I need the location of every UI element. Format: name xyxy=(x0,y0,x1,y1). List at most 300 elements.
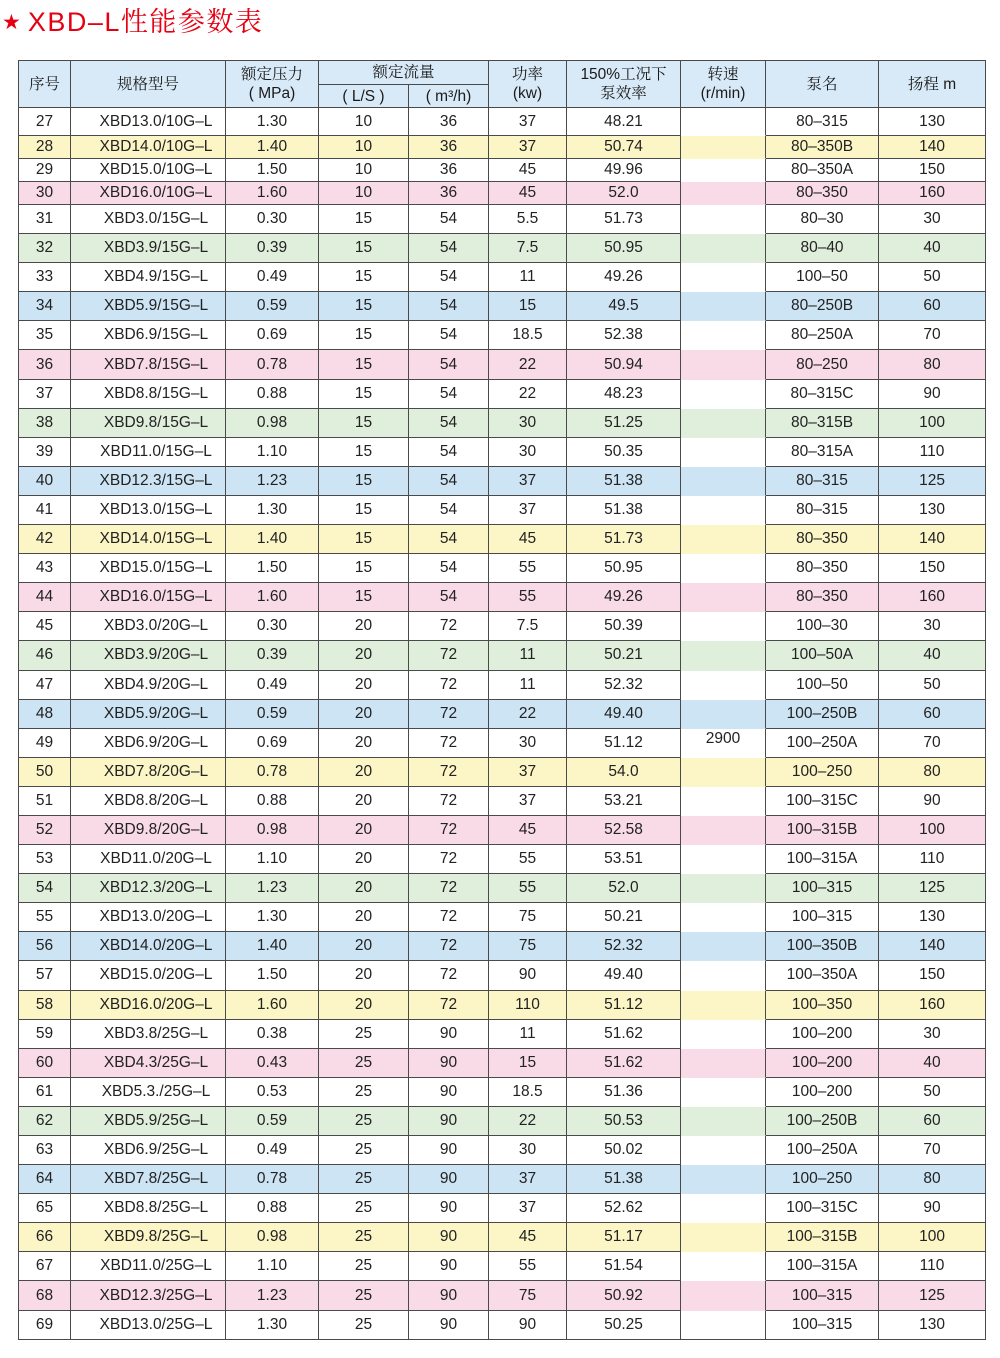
efficiency-cell: 51.12 xyxy=(567,729,681,758)
model-cell: XBD14.0/20G–L xyxy=(71,932,226,961)
pump-name-cell: 80–315B xyxy=(766,409,879,438)
power-cell: 18.5 xyxy=(489,321,567,350)
efficiency-cell: 49.26 xyxy=(567,263,681,292)
speed-cell xyxy=(681,874,766,903)
head-cell: 90 xyxy=(879,787,986,816)
flow-ls-cell: 15 xyxy=(319,263,409,292)
speed-cell xyxy=(681,1107,766,1136)
head-cell: 70 xyxy=(879,729,986,758)
speed-cell xyxy=(681,234,766,263)
efficiency-cell: 51.54 xyxy=(567,1252,681,1281)
pressure-cell: 0.59 xyxy=(226,700,319,729)
head-cell: 30 xyxy=(879,612,986,641)
power-cell: 90 xyxy=(489,961,567,990)
efficiency-cell: 53.21 xyxy=(567,787,681,816)
pressure-cell: 1.10 xyxy=(226,845,319,874)
head-cell: 110 xyxy=(879,438,986,467)
row-number: 42 xyxy=(19,525,71,554)
head-cell: 140 xyxy=(879,932,986,961)
model-cell: XBD11.0/20G–L xyxy=(71,845,226,874)
power-cell: 37 xyxy=(489,496,567,525)
speed-cell xyxy=(681,136,766,159)
flow-m3h-cell: 54 xyxy=(409,438,489,467)
flow-m3h-cell: 36 xyxy=(409,182,489,205)
pressure-cell: 1.40 xyxy=(226,136,319,159)
model-cell: XBD5.3./25G–L xyxy=(71,1078,226,1107)
power-cell: 37 xyxy=(489,1194,567,1223)
pump-name-cell: 100–250B xyxy=(766,1107,879,1136)
speed-cell xyxy=(681,1223,766,1252)
speed-cell xyxy=(681,292,766,321)
pressure-cell: 0.43 xyxy=(226,1049,319,1078)
row-number: 59 xyxy=(19,1020,71,1049)
head-cell: 50 xyxy=(879,1078,986,1107)
efficiency-cell: 50.39 xyxy=(567,612,681,641)
model-cell: XBD4.9/15G–L xyxy=(71,263,226,292)
head-cell: 150 xyxy=(879,961,986,990)
efficiency-cell: 50.95 xyxy=(567,554,681,583)
flow-m3h-cell: 72 xyxy=(409,612,489,641)
model-cell: XBD15.0/20G–L xyxy=(71,961,226,990)
table-row xyxy=(19,467,986,496)
efficiency-cell: 52.62 xyxy=(567,1194,681,1223)
table-row xyxy=(19,700,986,729)
model-cell: XBD6.9/25G–L xyxy=(71,1136,226,1165)
row-number: 32 xyxy=(19,234,71,263)
speed-cell xyxy=(681,1136,766,1165)
row-number: 64 xyxy=(19,1165,71,1194)
table-row xyxy=(19,1020,986,1049)
row-number: 68 xyxy=(19,1281,71,1310)
speed-value: 2900 xyxy=(705,730,741,747)
pressure-cell: 0.78 xyxy=(226,758,319,787)
flow-ls-cell: 15 xyxy=(319,205,409,234)
pump-name-cell: 100–315C xyxy=(766,1194,879,1223)
pump-name-cell: 80–250 xyxy=(766,350,879,379)
pressure-cell: 0.98 xyxy=(226,1223,319,1252)
table-row xyxy=(19,234,986,263)
efficiency-cell: 51.38 xyxy=(567,496,681,525)
pump-name-cell: 100–50 xyxy=(766,263,879,292)
head-cell: 40 xyxy=(879,234,986,263)
model-cell: XBD6.9/20G–L xyxy=(71,729,226,758)
row-number: 36 xyxy=(19,350,71,379)
efficiency-cell: 51.17 xyxy=(567,1223,681,1252)
table-row xyxy=(19,1281,986,1310)
row-number: 49 xyxy=(19,729,71,758)
row-number: 41 xyxy=(19,496,71,525)
header-speed xyxy=(681,61,766,108)
head-cell: 60 xyxy=(879,292,986,321)
model-cell: XBD13.0/15G–L xyxy=(71,496,226,525)
head-cell: 100 xyxy=(879,409,986,438)
flow-m3h-cell: 72 xyxy=(409,845,489,874)
table-row xyxy=(19,205,986,234)
table-row xyxy=(19,961,986,990)
head-cell: 125 xyxy=(879,467,986,496)
power-cell: 37 xyxy=(489,136,567,159)
header-model: 规格型号 xyxy=(71,61,226,108)
head-cell: 30 xyxy=(879,1020,986,1049)
table-row xyxy=(19,496,986,525)
row-number: 66 xyxy=(19,1223,71,1252)
speed-cell xyxy=(681,816,766,845)
flow-m3h-cell: 90 xyxy=(409,1165,489,1194)
speed-cell xyxy=(681,758,766,787)
power-cell: 90 xyxy=(489,1311,567,1340)
model-cell: XBD5.9/25G–L xyxy=(71,1107,226,1136)
speed-cell xyxy=(681,159,766,182)
page-title-bar xyxy=(2,4,263,40)
row-number: 29 xyxy=(19,159,71,182)
efficiency-cell: 49.5 xyxy=(567,292,681,321)
flow-ls-cell: 25 xyxy=(319,1281,409,1310)
flow-m3h-cell: 54 xyxy=(409,409,489,438)
table-row xyxy=(19,932,986,961)
pressure-cell: 0.88 xyxy=(226,1194,319,1223)
power-cell: 18.5 xyxy=(489,1078,567,1107)
head-cell: 100 xyxy=(879,816,986,845)
row-number: 56 xyxy=(19,932,71,961)
speed-cell xyxy=(681,612,766,641)
efficiency-cell: 50.25 xyxy=(567,1311,681,1340)
row-number: 33 xyxy=(19,263,71,292)
model-cell: XBD16.0/15G–L xyxy=(71,583,226,612)
efficiency-cell: 51.73 xyxy=(567,525,681,554)
table-row xyxy=(19,583,986,612)
pump-name-cell: 100–50 xyxy=(766,671,879,700)
table-row xyxy=(19,991,986,1020)
flow-m3h-cell: 72 xyxy=(409,671,489,700)
pump-name-cell: 80–350B xyxy=(766,136,879,159)
table-row xyxy=(19,1107,986,1136)
power-cell: 45 xyxy=(489,525,567,554)
pressure-cell: 1.30 xyxy=(226,108,319,136)
table-row xyxy=(19,787,986,816)
pressure-cell: 1.40 xyxy=(226,932,319,961)
table-row xyxy=(19,321,986,350)
power-cell: 5.5 xyxy=(489,205,567,234)
table-row xyxy=(19,1194,986,1223)
table-row xyxy=(19,1136,986,1165)
table-row xyxy=(19,1078,986,1107)
pump-name-cell: 100–315B xyxy=(766,816,879,845)
flow-ls-cell: 10 xyxy=(319,159,409,182)
flow-ls-cell: 25 xyxy=(319,1252,409,1281)
pressure-cell: 1.40 xyxy=(226,525,319,554)
pressure-cell: 0.30 xyxy=(226,612,319,641)
power-cell: 37 xyxy=(489,758,567,787)
head-cell: 150 xyxy=(879,159,986,182)
model-cell: XBD9.8/20G–L xyxy=(71,816,226,845)
pump-name-cell: 80–315A xyxy=(766,438,879,467)
model-cell: XBD12.3/25G–L xyxy=(71,1281,226,1310)
table-row xyxy=(19,438,986,467)
pump-name-cell: 80–350 xyxy=(766,583,879,612)
pressure-cell: 0.69 xyxy=(226,729,319,758)
pump-name-cell: 100–250A xyxy=(766,1136,879,1165)
flow-ls-cell: 20 xyxy=(319,729,409,758)
performance-table xyxy=(18,60,986,1340)
flow-m3h-cell: 54 xyxy=(409,234,489,263)
table-row xyxy=(19,903,986,932)
pump-name-cell: 100–315 xyxy=(766,903,879,932)
head-cell: 125 xyxy=(879,1281,986,1310)
table-row xyxy=(19,874,986,903)
pressure-cell: 1.30 xyxy=(226,496,319,525)
model-cell: XBD9.8/15G–L xyxy=(71,409,226,438)
pressure-cell: 1.23 xyxy=(226,467,319,496)
pressure-cell: 0.38 xyxy=(226,1020,319,1049)
pump-name-cell: 80–350A xyxy=(766,159,879,182)
flow-ls-cell: 25 xyxy=(319,1136,409,1165)
table-row xyxy=(19,1165,986,1194)
speed-cell xyxy=(681,700,766,729)
pressure-cell: 0.30 xyxy=(226,205,319,234)
efficiency-cell: 49.40 xyxy=(567,700,681,729)
table-row xyxy=(19,136,986,159)
pump-name-cell: 100–250 xyxy=(766,1165,879,1194)
header-efficiency-label: 150%工况下 xyxy=(580,66,667,83)
flow-ls-cell: 15 xyxy=(319,234,409,263)
row-number: 43 xyxy=(19,554,71,583)
table-row xyxy=(19,263,986,292)
pressure-cell: 1.50 xyxy=(226,961,319,990)
row-number: 46 xyxy=(19,641,71,670)
power-cell: 55 xyxy=(489,1252,567,1281)
efficiency-cell: 51.73 xyxy=(567,205,681,234)
pump-name-cell: 80–350 xyxy=(766,554,879,583)
flow-m3h-cell: 54 xyxy=(409,467,489,496)
flow-ls-cell: 10 xyxy=(319,136,409,159)
flow-ls-cell: 25 xyxy=(319,1165,409,1194)
model-cell: XBD14.0/15G–L xyxy=(71,525,226,554)
efficiency-cell: 50.74 xyxy=(567,136,681,159)
power-cell: 7.5 xyxy=(489,234,567,263)
flow-m3h-cell: 72 xyxy=(409,961,489,990)
power-cell: 75 xyxy=(489,1281,567,1310)
pressure-cell: 0.69 xyxy=(226,321,319,350)
power-cell: 55 xyxy=(489,874,567,903)
pressure-cell: 0.49 xyxy=(226,263,319,292)
flow-ls-cell: 15 xyxy=(319,292,409,321)
speed-cell xyxy=(681,845,766,874)
power-cell: 37 xyxy=(489,467,567,496)
flow-m3h-cell: 54 xyxy=(409,583,489,612)
speed-cell xyxy=(681,961,766,990)
flow-ls-cell: 25 xyxy=(319,1194,409,1223)
flow-ls-cell: 20 xyxy=(319,991,409,1020)
flow-ls-cell: 20 xyxy=(319,816,409,845)
flow-ls-cell: 10 xyxy=(319,108,409,136)
flow-m3h-cell: 54 xyxy=(409,321,489,350)
flow-ls-cell: 25 xyxy=(319,1078,409,1107)
star-icon: ★ xyxy=(2,10,21,34)
power-cell: 30 xyxy=(489,729,567,758)
model-cell: XBD8.8/20G–L xyxy=(71,787,226,816)
head-cell: 130 xyxy=(879,108,986,136)
speed-cell xyxy=(681,409,766,438)
speed-cell xyxy=(681,496,766,525)
power-cell: 22 xyxy=(489,380,567,409)
pressure-cell: 0.39 xyxy=(226,234,319,263)
power-cell: 45 xyxy=(489,159,567,182)
power-cell: 7.5 xyxy=(489,612,567,641)
pump-name-cell: 100–200 xyxy=(766,1020,879,1049)
performance-table-container xyxy=(18,60,986,1340)
table-row xyxy=(19,845,986,874)
flow-m3h-cell: 36 xyxy=(409,159,489,182)
pump-name-cell: 100–315 xyxy=(766,1281,879,1310)
efficiency-cell: 54.0 xyxy=(567,758,681,787)
header-flow-ls: ( L/S ) xyxy=(319,85,409,108)
flow-m3h-cell: 72 xyxy=(409,874,489,903)
model-cell: XBD8.8/25G–L xyxy=(71,1194,226,1223)
pump-name-cell: 100–315B xyxy=(766,1223,879,1252)
model-cell: XBD4.3/25G–L xyxy=(71,1049,226,1078)
model-cell: XBD3.8/25G–L xyxy=(71,1020,226,1049)
pump-name-cell: 80–315 xyxy=(766,108,879,136)
table-row xyxy=(19,292,986,321)
table-row xyxy=(19,1311,986,1340)
model-cell: XBD15.0/15G–L xyxy=(71,554,226,583)
efficiency-cell: 52.0 xyxy=(567,874,681,903)
speed-cell xyxy=(681,1311,766,1340)
efficiency-cell: 51.36 xyxy=(567,1078,681,1107)
speed-cell xyxy=(681,641,766,670)
flow-m3h-cell: 72 xyxy=(409,991,489,1020)
speed-cell xyxy=(681,263,766,292)
pump-name-cell: 100–350B xyxy=(766,932,879,961)
flow-ls-cell: 20 xyxy=(319,612,409,641)
pressure-cell: 1.50 xyxy=(226,159,319,182)
pump-name-cell: 100–30 xyxy=(766,612,879,641)
pump-name-cell: 100–250A xyxy=(766,729,879,758)
table-row xyxy=(19,350,986,379)
power-cell: 75 xyxy=(489,932,567,961)
flow-ls-cell: 20 xyxy=(319,845,409,874)
row-number: 44 xyxy=(19,583,71,612)
model-cell: XBD12.3/20G–L xyxy=(71,874,226,903)
table-row xyxy=(19,758,986,787)
speed-cell xyxy=(681,108,766,136)
model-cell: XBD13.0/25G–L xyxy=(71,1311,226,1340)
efficiency-cell: 48.23 xyxy=(567,380,681,409)
flow-m3h-cell: 72 xyxy=(409,729,489,758)
header-head: 扬程 m xyxy=(879,61,986,108)
row-number: 65 xyxy=(19,1194,71,1223)
model-cell: XBD7.8/25G–L xyxy=(71,1165,226,1194)
flow-ls-cell: 15 xyxy=(319,496,409,525)
head-cell: 140 xyxy=(879,136,986,159)
flow-ls-cell: 20 xyxy=(319,961,409,990)
flow-m3h-cell: 90 xyxy=(409,1281,489,1310)
flow-ls-cell: 25 xyxy=(319,1020,409,1049)
efficiency-cell: 53.51 xyxy=(567,845,681,874)
power-cell: 55 xyxy=(489,845,567,874)
header-pump-name: 泵名 xyxy=(766,61,879,108)
flow-ls-cell: 20 xyxy=(319,758,409,787)
row-number: 37 xyxy=(19,380,71,409)
header-power-unit: (kw) xyxy=(512,85,543,102)
head-cell: 90 xyxy=(879,1194,986,1223)
table-body xyxy=(19,108,986,1340)
speed-cell xyxy=(681,554,766,583)
flow-m3h-cell: 72 xyxy=(409,641,489,670)
row-number: 53 xyxy=(19,845,71,874)
header-power xyxy=(489,61,567,108)
flow-ls-cell: 15 xyxy=(319,380,409,409)
model-cell: XBD7.8/20G–L xyxy=(71,758,226,787)
flow-m3h-cell: 54 xyxy=(409,205,489,234)
efficiency-cell: 48.21 xyxy=(567,108,681,136)
model-cell: XBD5.9/15G–L xyxy=(71,292,226,321)
row-number: 54 xyxy=(19,874,71,903)
flow-m3h-cell: 72 xyxy=(409,700,489,729)
power-cell: 37 xyxy=(489,108,567,136)
pressure-cell: 1.10 xyxy=(226,1252,319,1281)
speed-cell xyxy=(681,1078,766,1107)
flow-m3h-cell: 90 xyxy=(409,1311,489,1340)
row-number: 61 xyxy=(19,1078,71,1107)
model-cell: XBD15.0/10G–L xyxy=(71,159,226,182)
flow-ls-cell: 15 xyxy=(319,583,409,612)
pump-name-cell: 100–250B xyxy=(766,700,879,729)
row-number: 40 xyxy=(19,467,71,496)
speed-cell xyxy=(681,1165,766,1194)
model-cell: XBD12.3/15G–L xyxy=(71,467,226,496)
head-cell: 130 xyxy=(879,496,986,525)
efficiency-cell: 49.40 xyxy=(567,961,681,990)
header-efficiency xyxy=(567,61,681,108)
efficiency-cell: 49.96 xyxy=(567,159,681,182)
model-cell: XBD3.0/20G–L xyxy=(71,612,226,641)
table-row xyxy=(19,380,986,409)
pressure-cell: 0.78 xyxy=(226,1165,319,1194)
flow-ls-cell: 15 xyxy=(319,554,409,583)
efficiency-cell: 51.38 xyxy=(567,467,681,496)
flow-m3h-cell: 90 xyxy=(409,1049,489,1078)
row-number: 57 xyxy=(19,961,71,990)
table-row xyxy=(19,159,986,182)
speed-cell xyxy=(681,467,766,496)
model-cell: XBD8.8/15G–L xyxy=(71,380,226,409)
table-row xyxy=(19,409,986,438)
table-row xyxy=(19,182,986,205)
table-row xyxy=(19,108,986,136)
flow-m3h-cell: 54 xyxy=(409,292,489,321)
power-cell: 22 xyxy=(489,700,567,729)
table-header xyxy=(19,61,986,108)
power-cell: 55 xyxy=(489,583,567,612)
flow-ls-cell: 25 xyxy=(319,1223,409,1252)
row-number: 30 xyxy=(19,182,71,205)
power-cell: 15 xyxy=(489,1049,567,1078)
row-number: 60 xyxy=(19,1049,71,1078)
power-cell: 55 xyxy=(489,554,567,583)
row-number: 58 xyxy=(19,991,71,1020)
speed-cell xyxy=(681,205,766,234)
table-row xyxy=(19,554,986,583)
speed-cell xyxy=(681,932,766,961)
head-cell: 80 xyxy=(879,758,986,787)
head-cell: 160 xyxy=(879,182,986,205)
head-cell: 110 xyxy=(879,845,986,874)
flow-m3h-cell: 54 xyxy=(409,496,489,525)
row-number: 50 xyxy=(19,758,71,787)
pressure-cell: 0.98 xyxy=(226,409,319,438)
power-cell: 37 xyxy=(489,787,567,816)
